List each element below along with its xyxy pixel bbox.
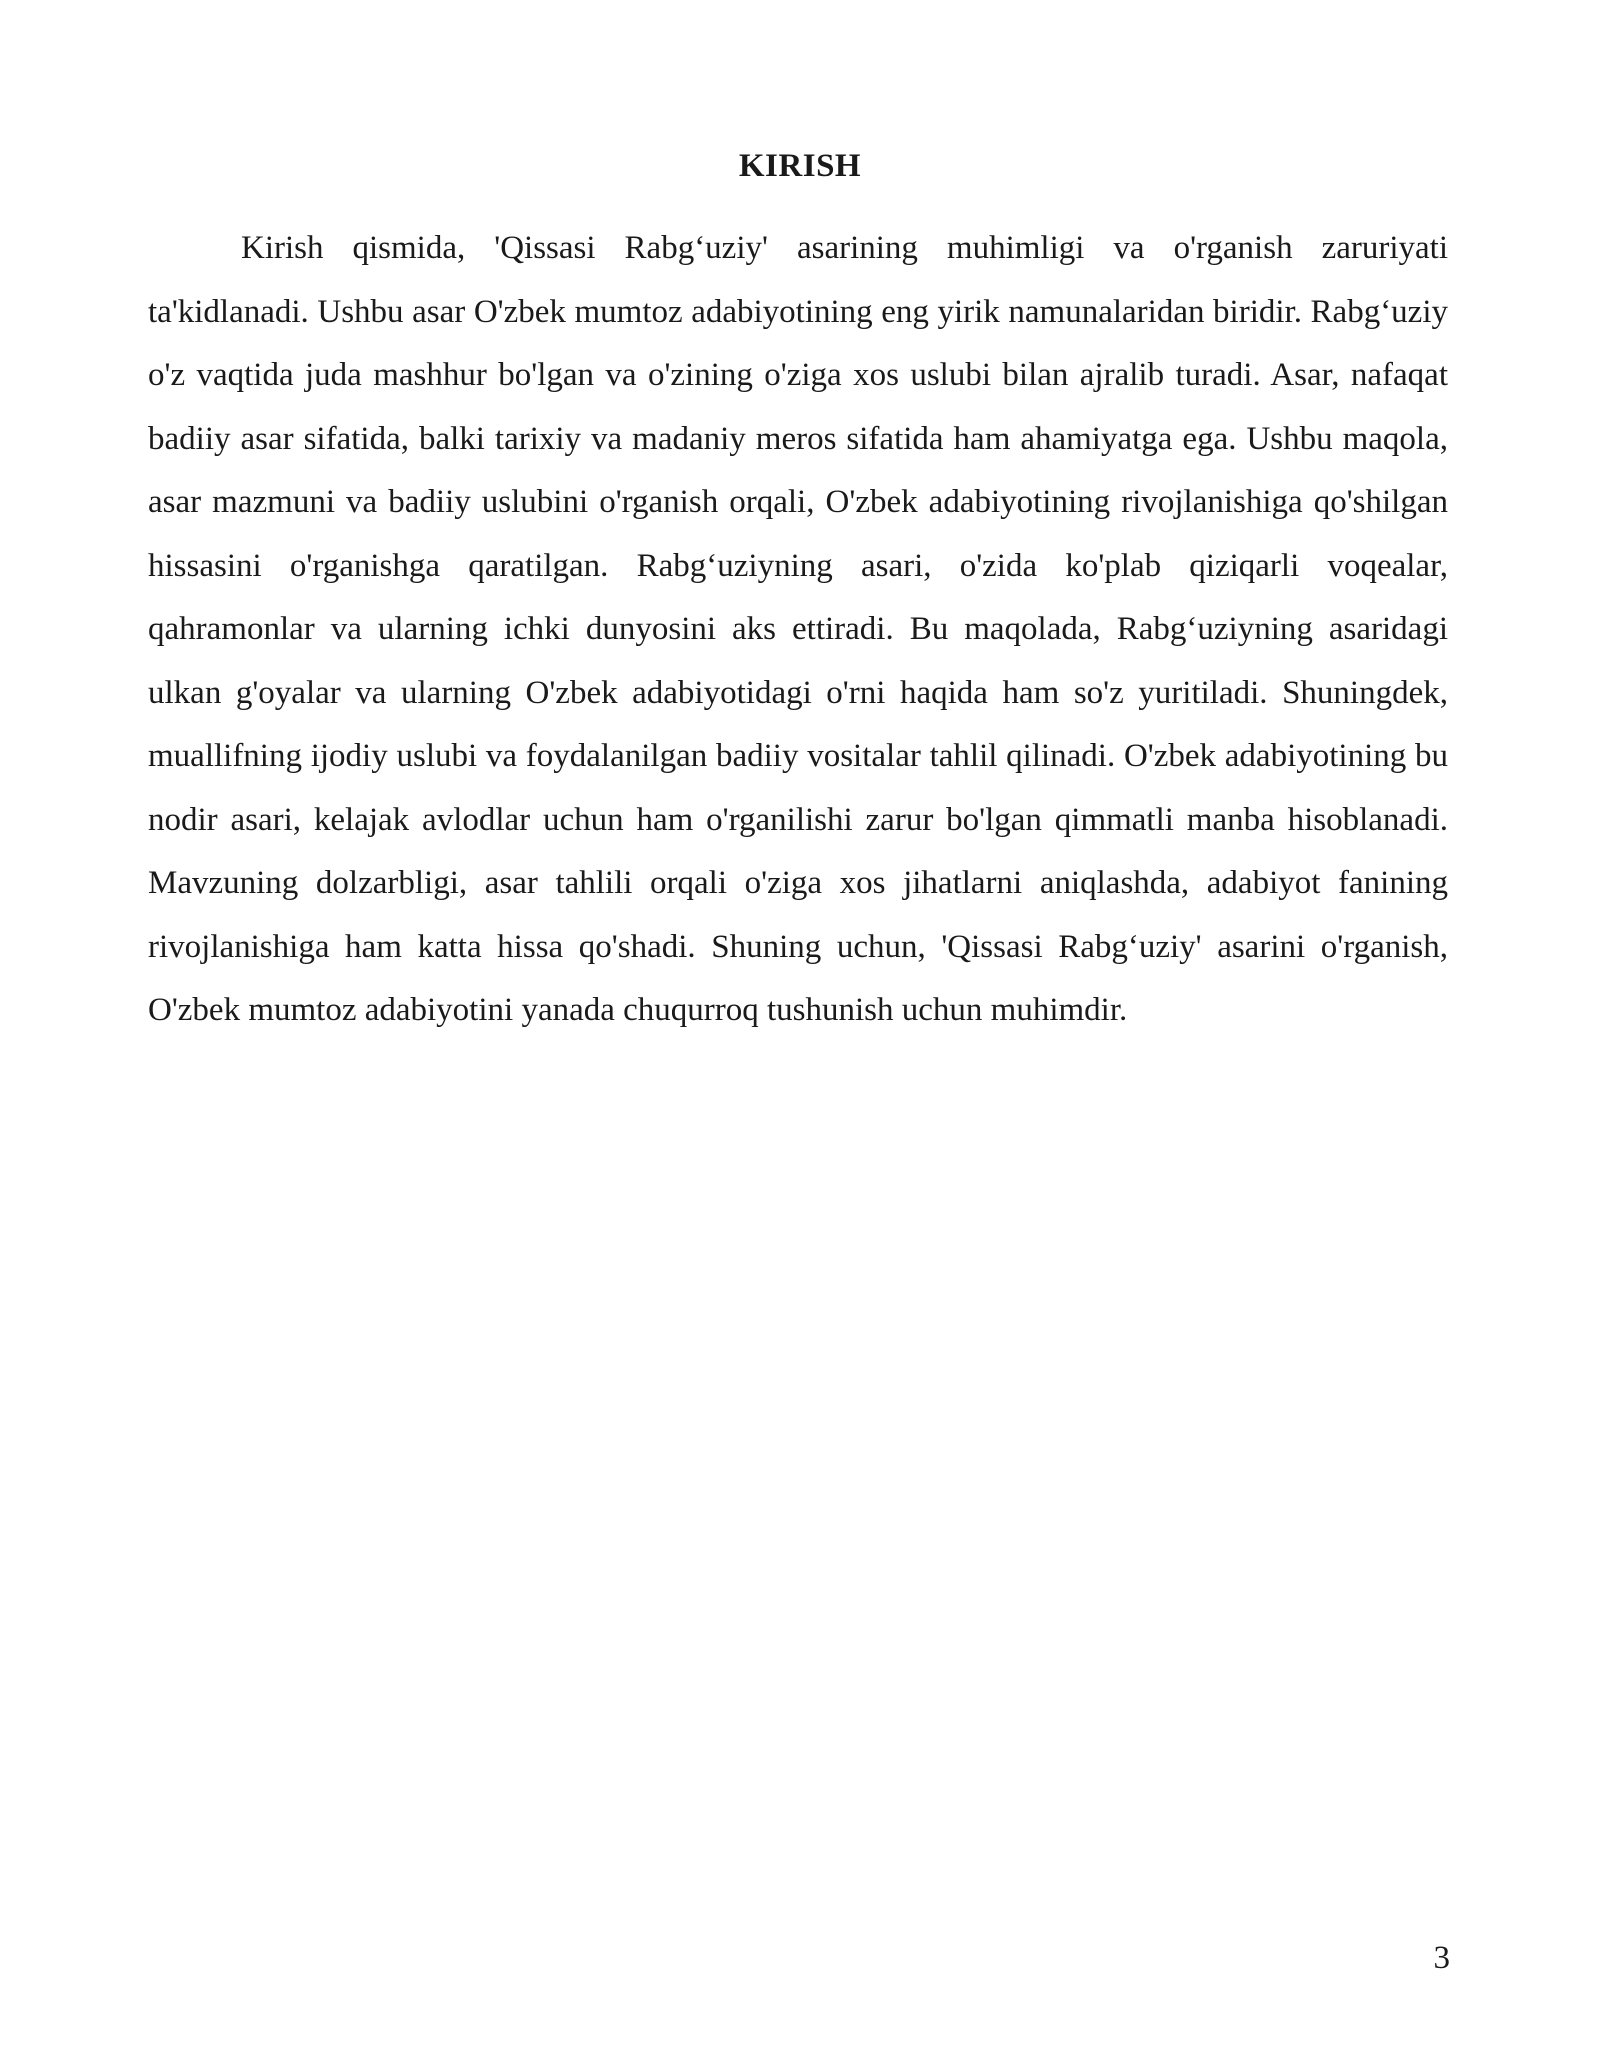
page-number: 3 [1433,1940,1450,1976]
section-heading: KIRISH [738,148,862,184]
introduction-paragraph: Kirish qismida, 'Qissasi Rabg‘uziy' asarining muhimligi va o'rganish zaruriyati ta'kidlanadi. Ushbu asar O'zbek mumtoz adabiyotining eng yirik namunalaridan biridir. Rabg‘uziy o'z vaqtida juda mashhur bo'lgan va o'zining o'ziga xos uslubi bilan ajralib turadi. Asar, nafaqat badiiy asar sifatida, balki tarixiy va madaniy meros sifatida ham ahamiyatga ega. Ushbu maqola, asar mazmuni va badiiy uslubini o'rganish orqali, O'zbek adabiyotining rivojlanishiga qo'shilgan hissasini o'rganishga qaratilgan. Rabg‘uziyning asari, o'zida ko'plab qiziqarli voqealar, qahramonlar va ularning ichki dunyosini aks ettiradi. Bu maqolada, Rabg‘uziyning asaridagi ulkan g'oyalar va ularning O'zbek adabiyotidagi o'rni haqida ham so'z yuritiladi. Shuningdek, muallifning ijodiy uslubi va foydalanilgan badiiy vositalar tahlil qilinadi. O'zbek adabiyotining bu nodir asari, kelajak avlodlar uchun ham o'rganilishi zarur bo'lgan qimmatli manba hisoblanadi. Mavzuning dolzarbligi, asar tahlili orqali o'ziga xos jihatlarni aniqlashda, adabiyot fanining rivojlanishiga ham katta hissa qo'shadi. Shuning uchun, 'Qissasi Rabg‘uziy' asarini o'rganish, O'zbek mumtoz adabiyotini yanada chuqurroq tushunish uchun muhimdir. [148,230,1448,1028]
